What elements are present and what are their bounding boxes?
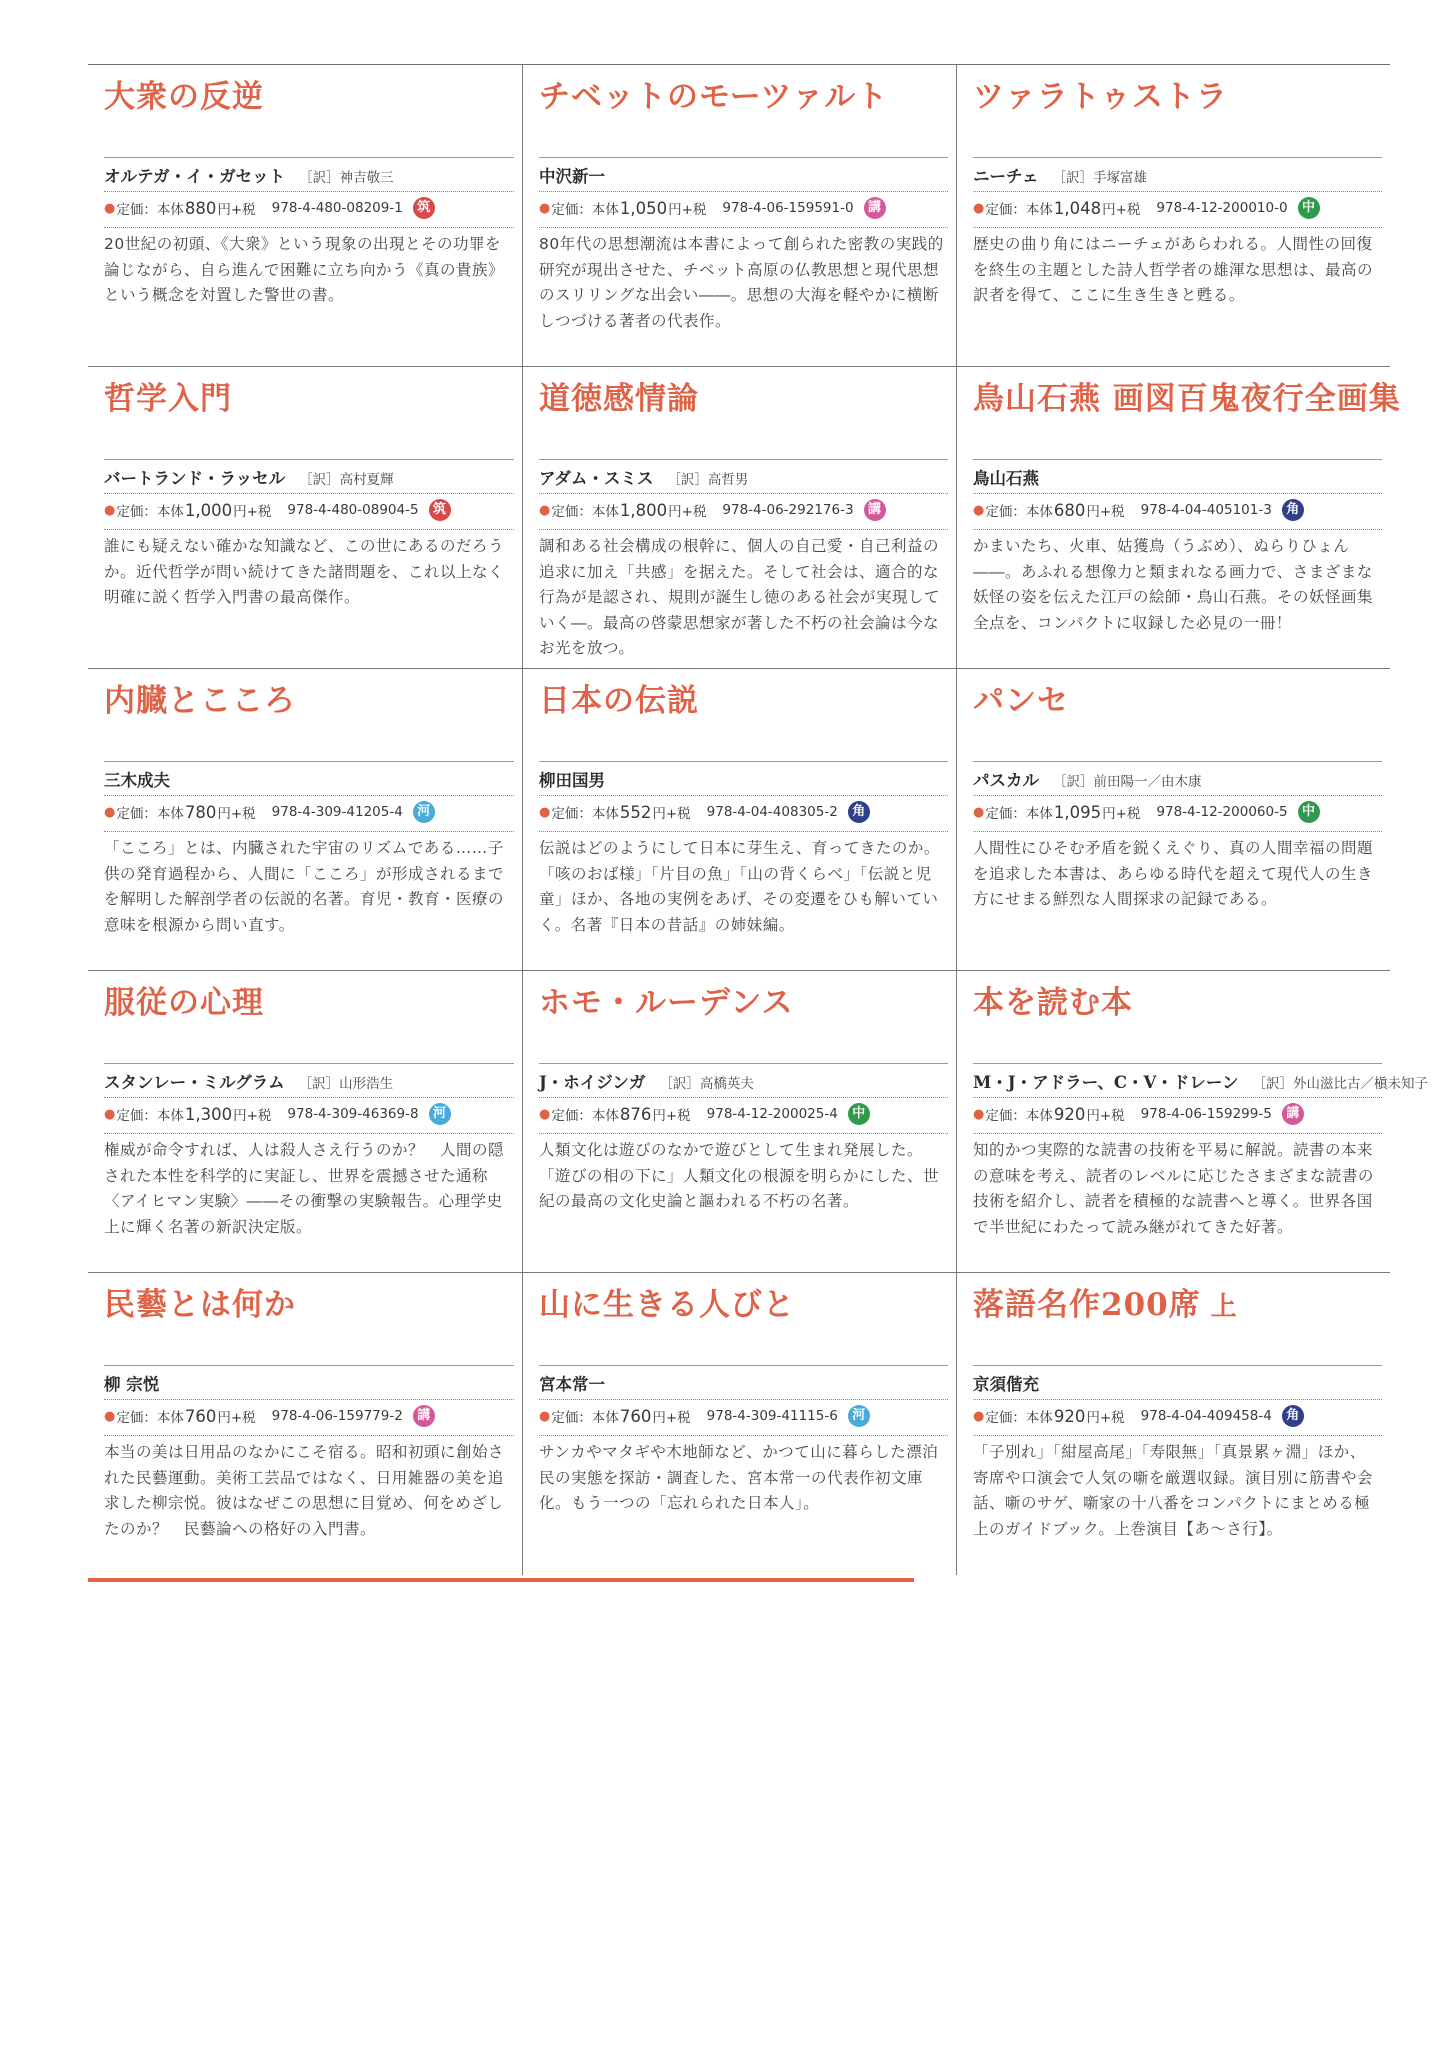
bullet-icon: ● (973, 502, 985, 518)
price-divider (104, 493, 514, 494)
isbn: 978-4-309-41205-4 (271, 804, 403, 820)
price-divider (104, 1399, 514, 1400)
author-divider (104, 459, 514, 460)
price-prefix: 定価：本体 (116, 1410, 184, 1426)
book-entry (523, 1273, 957, 1575)
price-prefix: 定価：本体 (985, 1108, 1053, 1124)
price-prefix: 定価：本体 (551, 504, 619, 520)
book-entry (957, 669, 1390, 971)
bullet-icon: ● (104, 200, 116, 216)
book-price-line (539, 197, 948, 219)
book-title-text: 道徳感情論 (539, 381, 699, 417)
book-entry (88, 669, 523, 971)
author-name: 宮本常一 (539, 1375, 605, 1394)
price-amount: 876 (619, 1104, 652, 1124)
price-suffix: 円+税 (1102, 202, 1141, 218)
book-title-text: 鳥山石燕 画図百鬼夜行全画集 (973, 381, 1401, 417)
book-author (104, 767, 514, 791)
author-name: パスカル (973, 771, 1039, 790)
book-description: 権威が命令すれば、人は殺人さえ行うのか？ 人間の隠された本性を科学的に実証し、世界を震撼させた通称〈アイヒマン実験〉――その衝撃の実験報告。心理学史上に輝く名著の新訳決定版。 (104, 1141, 505, 1236)
description-divider (104, 227, 514, 228)
bullet-icon: ● (104, 1408, 116, 1424)
price-amount: 680 (1053, 500, 1086, 520)
book-title-text: 哲学入門 (104, 381, 232, 417)
isbn: 978-4-12-200025-4 (706, 1106, 838, 1122)
bullet-icon: ● (973, 1106, 985, 1122)
book-title-text: 内臓とこころ (104, 683, 296, 719)
book-author (973, 465, 1382, 489)
price-prefix: 定価：本体 (985, 1410, 1053, 1426)
price-suffix: 円+税 (652, 806, 691, 822)
bullet-icon: ● (973, 1408, 985, 1424)
isbn: 978-4-06-159591-0 (722, 200, 854, 216)
price-prefix: 定価：本体 (985, 806, 1053, 822)
book-price-line (973, 499, 1382, 521)
bullet-icon: ● (104, 804, 116, 820)
book-title (104, 977, 512, 1022)
publisher-badge: 河 (413, 801, 435, 823)
price-amount: 880 (184, 198, 217, 218)
book-price-line (973, 197, 1382, 219)
book-entry (523, 669, 957, 971)
description-divider (539, 227, 948, 228)
author-divider (539, 459, 948, 460)
author-name: オルテガ・イ・ガセット (104, 167, 286, 186)
book-description: 調和ある社会構成の根幹に、個人の自己愛・自己利益の追求に加え「共感」を据えた。そして社会は、適合的な行為が是認され、規則が誕生し徳のある社会が実現していく―。最高の啓蒙思想家が著した不朽の社会論は今なお光を放つ。 (539, 537, 940, 657)
book-title (973, 71, 1380, 116)
author-divider (539, 761, 948, 762)
book-description: 人間性にひそむ矛盾を鋭くえぐり、真の人間幸福の問題を追求した本書は、あらゆる時代を超えて現代人の生き方にせまる鮮烈な人間探求の記録である。 (973, 839, 1374, 908)
publisher-badge: 筑 (413, 197, 435, 219)
description-divider (973, 1435, 1382, 1436)
isbn: 978-4-480-08209-1 (271, 200, 403, 216)
price-suffix: 円+税 (652, 1108, 691, 1124)
book-title-text: 民藝とは何か (104, 1287, 296, 1323)
description-divider (973, 227, 1382, 228)
book-price-line (539, 499, 948, 521)
book-entry (88, 65, 523, 367)
description-divider (539, 1435, 948, 1436)
price-amount: 780 (184, 802, 217, 822)
price-amount: 760 (619, 1406, 652, 1426)
price-suffix: 円+税 (217, 202, 256, 218)
publisher-badge: 河 (848, 1405, 870, 1427)
description-divider (104, 1133, 514, 1134)
book-title (539, 1279, 946, 1324)
translator-name: ［訳］手塚富雄 (1052, 170, 1148, 186)
description-divider (973, 1133, 1382, 1134)
book-title (104, 71, 512, 116)
translator-name: ［訳］前田陽一／由木康 (1053, 774, 1202, 790)
author-name: ニーチェ (973, 167, 1039, 186)
book-author (539, 1371, 948, 1395)
translator-name: ［訳］高村夏輝 (299, 472, 394, 488)
price-prefix: 定価：本体 (116, 806, 184, 822)
bullet-icon: ● (539, 804, 551, 820)
price-suffix: 円+税 (652, 1410, 691, 1426)
author-divider (973, 1063, 1382, 1064)
author-divider (539, 157, 948, 158)
book-price-line (539, 801, 948, 823)
book-author (539, 767, 948, 791)
description-divider (104, 831, 514, 832)
book-entry (957, 65, 1390, 367)
book-author (973, 1069, 1429, 1093)
isbn: 978-4-06-292176-3 (722, 502, 854, 518)
book-title (104, 373, 512, 418)
price-divider (973, 191, 1382, 192)
price-divider (539, 1097, 948, 1098)
author-divider (104, 157, 514, 158)
isbn: 978-4-04-405101-3 (1140, 502, 1272, 518)
description-divider (539, 1133, 948, 1134)
book-title (104, 675, 512, 720)
book-title (973, 675, 1380, 720)
book-entry (957, 1273, 1390, 1575)
book-description: 伝説はどのようにして日本に芽生え、育ってきたのか。「咳のおば様」「片目の魚」「山の背くらべ」「伝説と児童」ほか、各地の実例をあげ、その変遷をひも解いていく。名著『日本の昔話』の姉妹編。 (539, 839, 940, 934)
book-description: 本当の美は日用品のなかにこそ宿る。昭和初頭に創始された民藝運動。美術工芸品ではなく、日用雑器の美を追求した柳宗悦。彼はなぜこの思想に目覚め、何をめざしたのか？ 民藝論への格好の入門書。 (104, 1443, 505, 1538)
author-divider (539, 1063, 948, 1064)
book-description: 人類文化は遊びのなかで遊びとして生まれ発展した。「遊びの相の下に」人類文化の根源を明らかにした、世紀の最高の文化史論と謳われる不朽の名著。 (539, 1141, 940, 1210)
price-suffix: 円+税 (217, 806, 256, 822)
price-suffix: 円+税 (1086, 504, 1125, 520)
price-amount: 760 (184, 1406, 217, 1426)
bullet-icon: ● (973, 804, 985, 820)
translator-name: ［訳］神吉敬三 (299, 170, 394, 186)
price-amount: 1,000 (184, 500, 233, 520)
isbn: 978-4-309-46369-8 (287, 1106, 419, 1122)
isbn: 978-4-480-08904-5 (287, 502, 419, 518)
price-amount: 1,300 (184, 1104, 233, 1124)
book-volume: 上 (1210, 1292, 1238, 1322)
bullet-icon: ● (539, 200, 551, 216)
book-title-text: チベットのモーツァルト (539, 79, 889, 115)
description-divider (104, 529, 514, 530)
book-entry (88, 1273, 523, 1575)
isbn: 978-4-309-41115-6 (706, 1408, 838, 1424)
bullet-icon: ● (104, 502, 116, 518)
publisher-badge: 中 (848, 1103, 870, 1125)
book-author (973, 163, 1382, 187)
isbn: 978-4-06-159299-5 (1140, 1106, 1272, 1122)
book-title-text: 山に生きる人びと (539, 1287, 795, 1323)
price-suffix: 円+税 (233, 504, 272, 520)
book-title-text: 服従の心理 (104, 985, 264, 1021)
book-price-line (104, 1103, 514, 1125)
book-title (539, 373, 946, 418)
author-name: 中沢新一 (539, 167, 605, 186)
publisher-badge: 河 (429, 1103, 451, 1125)
price-amount: 1,050 (619, 198, 668, 218)
author-name: J・ホイジンガ (539, 1073, 646, 1092)
footer-accent-bar (88, 1578, 914, 1582)
book-title-text: ホモ・ルーデンス (539, 985, 794, 1021)
price-divider (104, 1097, 514, 1098)
book-price-line (104, 197, 514, 219)
price-prefix: 定価：本体 (551, 1108, 619, 1124)
book-title-text: 大衆の反逆 (104, 79, 264, 115)
book-title-text: パンセ (973, 683, 1069, 719)
book-description: 知的かつ実際的な読書の技術を平易に解説。読書の本来の意味を考え、読者のレベルに応じたさまざまな読書の技術を紹介し、読者を積極的な読書へと導く。世界各国で半世紀にわたって読み継がれてきた好著。 (973, 1141, 1374, 1236)
price-amount: 1,095 (1053, 802, 1102, 822)
publisher-badge: 講 (864, 197, 886, 219)
book-author (104, 1069, 514, 1093)
author-name: アダム・スミス (539, 469, 654, 488)
author-divider (104, 761, 514, 762)
book-title (104, 1279, 512, 1324)
book-title (539, 71, 946, 116)
author-divider (104, 1063, 514, 1064)
price-prefix: 定価：本体 (116, 1108, 184, 1124)
price-divider (104, 191, 514, 192)
book-price-line (104, 499, 514, 521)
book-title-text: 本を読む本 (973, 985, 1133, 1021)
book-entry (957, 971, 1429, 1273)
book-title-text: 落語名作200席 (973, 1287, 1201, 1323)
book-price-line (973, 1405, 1382, 1427)
description-divider (539, 529, 948, 530)
price-suffix: 円+税 (668, 202, 707, 218)
book-price-line (104, 801, 514, 823)
publisher-badge: 角 (1282, 1405, 1304, 1427)
price-prefix: 定価：本体 (551, 806, 619, 822)
isbn: 978-4-04-408305-2 (706, 804, 838, 820)
book-entry (957, 367, 1401, 669)
book-description: 80年代の思想潮流は本書によって創られた密教の実践的研究が現出させた、チベット高原の仏教思想と現代思想のスリリングな出会い――。思想の大海を軽やかに横断しつづける著者の代表作。 (539, 235, 944, 330)
book-entry (523, 65, 957, 367)
price-suffix: 円+税 (233, 1108, 272, 1124)
book-description: 誰にも疑えない確かな知識など、この世にあるのだろうか。近代哲学が問い続けてきた諸問題を、これ以上なく明確に説く哲学入門書の最高傑作。 (104, 537, 505, 606)
book-price-line (104, 1405, 514, 1427)
book-description: 歴史の曲り角にはニーチェがあらわれる。人間性の回復を終生の主題とした詩人哲学者の雄渾な思想は、最高の訳者を得て、ここに生き生きと甦る。 (973, 235, 1374, 304)
author-name: M・J・アドラー、C・V・ドレーン (973, 1073, 1239, 1092)
price-prefix: 定価：本体 (551, 1410, 619, 1426)
translator-name: ［訳］高橋英夫 (659, 1076, 754, 1092)
book-description: かまいたち、火車、姑獲鳥（うぶめ）、ぬらりひょん――。あふれる想像力と類まれなる画力で、さまざまな妖怪の姿を伝えた江戸の絵師・鳥山石燕。その妖怪画集全点を、コンパクトに収録した必見の一冊！ (973, 537, 1374, 632)
author-name: 柳 宗悦 (104, 1375, 160, 1394)
book-title (539, 675, 946, 720)
translator-name: ［訳］外山滋比古／槇未知子 (1252, 1076, 1429, 1092)
publisher-badge: 筑 (429, 499, 451, 521)
price-divider (973, 493, 1382, 494)
author-divider (104, 1365, 514, 1366)
author-divider (973, 459, 1382, 460)
isbn: 978-4-12-200010-0 (1156, 200, 1288, 216)
bullet-icon: ● (539, 1106, 551, 1122)
author-name: 鳥山石燕 (973, 469, 1039, 488)
book-price-line (973, 801, 1382, 823)
book-catalog-grid (88, 64, 1429, 1575)
publisher-badge: 講 (413, 1405, 435, 1427)
book-title (973, 373, 1401, 418)
author-name: 京須偕充 (973, 1375, 1039, 1394)
price-amount: 920 (1053, 1104, 1086, 1124)
author-name: バートランド・ラッセル (104, 469, 286, 488)
book-price-line (539, 1103, 948, 1125)
publisher-badge: 講 (1282, 1103, 1304, 1125)
translator-name: ［訳］高哲男 (667, 472, 749, 488)
price-divider (104, 795, 514, 796)
author-divider (973, 761, 1382, 762)
book-author (104, 465, 514, 489)
book-price-line (539, 1405, 948, 1427)
description-divider (973, 831, 1382, 832)
price-amount: 1,800 (619, 500, 668, 520)
author-divider (539, 1365, 948, 1366)
publisher-badge: 角 (848, 801, 870, 823)
book-author (539, 1069, 948, 1093)
description-divider (104, 1435, 514, 1436)
description-divider (973, 529, 1382, 530)
bullet-icon: ● (104, 1106, 116, 1122)
book-title (539, 977, 946, 1022)
book-entry (88, 367, 523, 669)
price-prefix: 定価：本体 (551, 202, 619, 218)
book-author (539, 163, 948, 187)
price-suffix: 円+税 (1086, 1108, 1125, 1124)
book-description: 「子別れ」「紺屋高尾」「寿限無」「真景累ヶ淵」ほか、寄席や口演会で人気の噺を厳選収録。演目別に筋書や会話、噺のサゲ、噺家の十八番をコンパクトにまとめる極上のガイドブック。上巻演目【あ～さ行】。 (973, 1443, 1374, 1538)
price-suffix: 円+税 (1086, 1410, 1125, 1426)
book-description: サンカやマタギや木地師など、かつて山に暮らした漂泊民の実態を探訪・調査した、宮本常一の代表作初文庫化。もう一つの「忘れられた日本人」。 (539, 1443, 939, 1512)
price-amount: 552 (619, 802, 652, 822)
publisher-badge: 中 (1298, 197, 1320, 219)
price-divider (973, 795, 1382, 796)
isbn: 978-4-06-159779-2 (271, 1408, 403, 1424)
author-name: 三木成夫 (104, 771, 170, 790)
price-divider (539, 795, 948, 796)
translator-name: ［訳］山形浩生 (298, 1076, 394, 1092)
price-prefix: 定価：本体 (116, 202, 184, 218)
price-divider (539, 191, 948, 192)
price-suffix: 円+税 (217, 1410, 256, 1426)
bullet-icon: ● (539, 1408, 551, 1424)
description-divider (539, 831, 948, 832)
price-suffix: 円+税 (668, 504, 707, 520)
price-prefix: 定価：本体 (116, 504, 184, 520)
price-divider (973, 1097, 1382, 1098)
book-author (539, 465, 948, 489)
author-divider (973, 1365, 1382, 1366)
book-entry (523, 971, 957, 1273)
book-title (973, 977, 1380, 1022)
isbn: 978-4-12-200060-5 (1156, 804, 1288, 820)
book-price-line (973, 1103, 1382, 1125)
price-prefix: 定価：本体 (985, 202, 1053, 218)
book-author (973, 1371, 1382, 1395)
bullet-icon: ● (973, 200, 985, 216)
author-name: 柳田国男 (539, 771, 605, 790)
isbn: 978-4-04-409458-4 (1140, 1408, 1272, 1424)
book-description: 「こころ」とは、内臓された宇宙のリズムである……子供の発育過程から、人間に「こころ」が形成されるまでを解明した解剖学者の伝説的名著。育児・教育・医療の意味を根源から問い直す。 (104, 839, 505, 934)
book-author (104, 163, 514, 187)
price-divider (539, 1399, 948, 1400)
author-name: スタンレー・ミルグラム (104, 1073, 285, 1092)
book-entry (88, 971, 523, 1273)
publisher-badge: 講 (864, 499, 886, 521)
book-title-text: 日本の伝説 (539, 683, 699, 719)
book-author (973, 767, 1382, 791)
author-divider (973, 157, 1382, 158)
book-title-text: ツァラトゥストラ (973, 79, 1228, 115)
publisher-badge: 中 (1298, 801, 1320, 823)
book-title (973, 1279, 1380, 1324)
price-divider (539, 493, 948, 494)
publisher-badge: 角 (1282, 499, 1304, 521)
price-amount: 1,048 (1053, 198, 1102, 218)
price-suffix: 円+税 (1102, 806, 1141, 822)
price-amount: 920 (1053, 1406, 1086, 1426)
book-author (104, 1371, 514, 1395)
book-description: 20世紀の初頭、《大衆》という現象の出現とその功罪を論じながら、自ら進んで困難に立ち向かう《真の貴族》という概念を対置した警世の書。 (104, 235, 505, 304)
book-entry (523, 367, 957, 669)
bullet-icon: ● (539, 502, 551, 518)
price-prefix: 定価：本体 (985, 504, 1053, 520)
price-divider (973, 1399, 1382, 1400)
